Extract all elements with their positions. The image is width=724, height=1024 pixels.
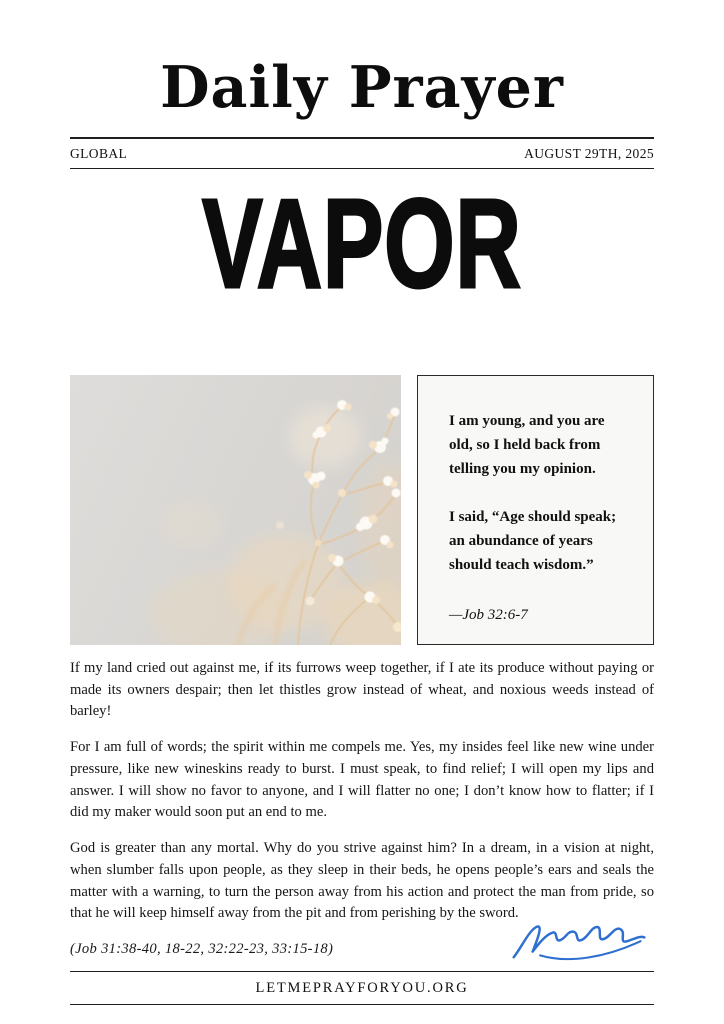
masthead-title: Daily Prayer: [160, 54, 564, 121]
article-body: [70, 658, 654, 925]
baby-breath-flowers-image: [70, 375, 401, 645]
flower-photo: [70, 375, 401, 645]
article-paragraph-1: If my land cried out against me, if its furrows weep together, if I ate its produce without paying or made its owners despair; then let thistles grow instead of wheat, and noxious weeds instead of barley!: [70, 659, 654, 720]
dateline: [70, 139, 654, 168]
article-paragraph-3: God is greater than any mortal. Why do you strive against him? In a dream, in a vision at night, when slumber falls upon people, as they sleep in their beds, he opens people’s ears and seals the matter with a warning, to turn the person away from his action and protect the man from pride, so that he will keep himself away from the pit and from perishing by the sword.: [70, 840, 654, 922]
dateline-bottom-rule: [70, 168, 654, 169]
article-paragraph-2: For I am full of words; the spirit within me compels me. Yes, my insides feel like new wine under pressure, like new wineskins ready to burst. I must speak, to find relief; I will open my lips and answer. I will show no favor to anyone, and I will flatter no one; I don’t know how to flatter; if I did my maker would soon put an end to me.: [70, 739, 654, 821]
headline-wrap: [70, 172, 654, 314]
footer-bottom-rule: [70, 1004, 654, 1005]
pull-quote-line1: I am young, and you are old, so I held back from telling you my opinion.: [449, 412, 605, 477]
footer-site-url: LETMEPRAYFORYOU.ORG: [255, 980, 469, 997]
dateline-edition: GLOBAL: [70, 145, 128, 161]
dateline-date: AUGUST 29TH, 2025: [524, 145, 654, 161]
media-row: [70, 375, 654, 645]
headline: VAPOR: [202, 172, 522, 314]
pull-quote-line2: I said, “Age should speak; an abundance of years should teach wisdom.”: [449, 508, 617, 573]
scripture-reference: (Job 31:38-40, 18-22, 32:22-23, 33:15-18): [70, 941, 334, 958]
pull-quote-attribution: —Job 32:6-7: [449, 606, 528, 623]
pull-quote-box: [417, 375, 654, 645]
handwritten-signature-icon: [508, 919, 650, 969]
footer: [70, 971, 654, 1005]
byline-row: [70, 933, 654, 971]
masthead: [70, 52, 654, 169]
